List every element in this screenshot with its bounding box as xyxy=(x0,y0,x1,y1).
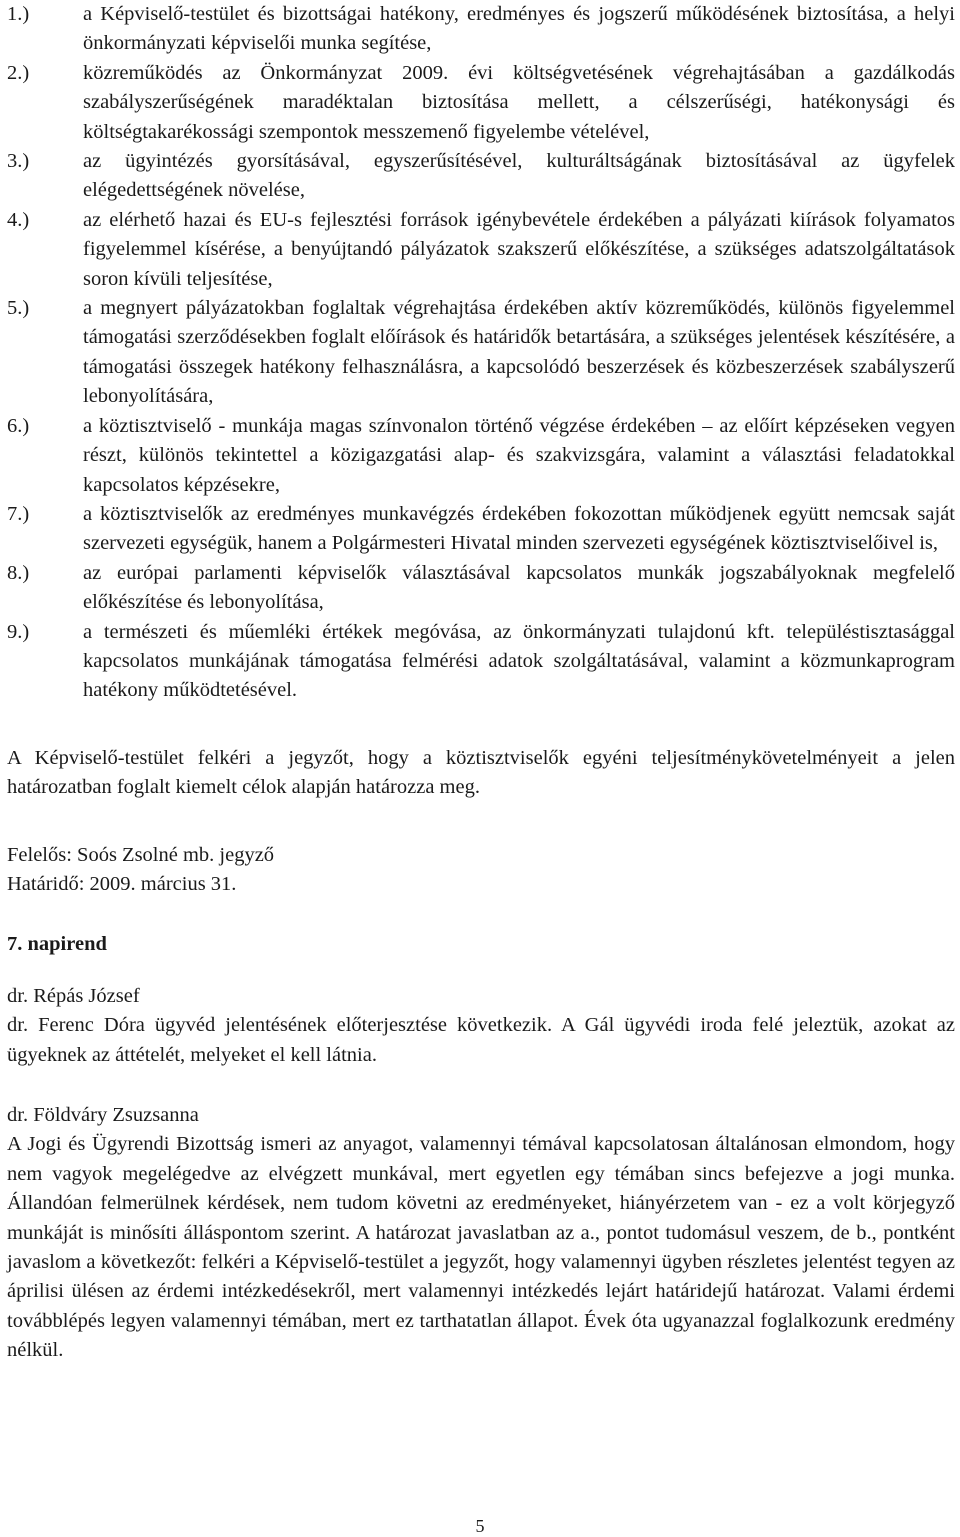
agenda-heading: 7. napirend xyxy=(7,933,107,956)
list-item xyxy=(7,618,955,706)
resolution-paragraph: A Képviselő-testület felkéri a jegyzőt, hogy a köztisztviselők egyéni teljesítménykövetelményeit a jelen határozatban foglalt kiemelt célok alapján határozza meg. xyxy=(7,746,955,799)
speaker-block-2 xyxy=(7,1101,955,1366)
speaker-text: dr. Ferenc Dóra ügyvéd jelentésének előterjesztése következik. A Gál ügyvédi iroda felé jeleztük, azokat az ügyeknek az áttételét, melyeket el kell látnia. xyxy=(7,1014,955,1066)
speaker-block-1 xyxy=(7,982,955,1070)
responsibility-block xyxy=(7,841,955,900)
list-item-text: az elérhető hazai és EU-s fejlesztési források igénybevétele érdekében a pályázati kiírások folyamatos figyelemmel kísérése, a benyújtandó pályázatok szakszerű előkészítése, a szükséges adatszolgáltatások soron kívüli teljesítése, xyxy=(83,208,955,290)
list-item xyxy=(7,59,955,147)
list-item-text: közreműködés az Önkormányzat 2009. évi költségvetésének végrehajtásában a gazdálkodás szabályszerűségének maradéktalan biztosítása mellett, a célszerűségi, hatékonysági és költségtakarékossági szempontok messzemenő figyelembe vételével, xyxy=(83,61,955,143)
deadline-line: Határidő: 2009. március 31. xyxy=(7,872,237,895)
list-item-text: a Képviselő-testület és bizottságai hatékony, eredményes és jogszerű működésének biztosítása, a helyi önkormányzati képviselői munka segítése, xyxy=(83,3,955,55)
speaker-name: dr. Répás József xyxy=(7,984,140,1007)
list-item xyxy=(7,147,955,206)
page-number: 5 xyxy=(475,1516,485,1536)
list-item-number: 3.) xyxy=(7,150,30,173)
document-page xyxy=(7,0,955,1366)
list-item xyxy=(7,294,955,412)
list-item-text: a köztisztviselő - munkája magas színvonalon történő végzése érdekében – az előírt képzéseken vegyen részt, különös tekintettel a közigazgatási alap- és szakvizsgára, valamint a választási feladatokkal kapcsolatos képzésekre, xyxy=(83,414,955,496)
list-item-number: 2.) xyxy=(7,61,30,84)
list-item-number: 4.) xyxy=(7,208,30,231)
list-item-text: a köztisztviselők az eredményes munkavégzés érdekében fokozottan működjenek együtt nemcsak saját szervezeti egységük, hanem a Polgármesteri Hivatal minden szervezeti egységének köztisztviselőivel is, xyxy=(83,502,955,555)
list-item-number: 1.) xyxy=(7,3,30,25)
list-item xyxy=(7,206,955,294)
speaker-name: dr. Földváry Zsuzsanna xyxy=(7,1104,199,1126)
list-item-number: 5.) xyxy=(7,297,30,320)
responsible-line: Felelős: Soós Zsolné mb. jegyző xyxy=(7,843,275,866)
list-item-text: a megnyert pályázatokban foglaltak végrehajtása érdekében aktív közreműködés, különös figyelemmel támogatási szerződésekben foglalt előírások és határidők betartására, a szükséges jelentések készítésére, a támogatási összegek hatékony felhasználásra, a kapcsolódó beszerzések és közbeszerzések szabályszerű lebonyolítására, xyxy=(83,297,955,408)
list-item xyxy=(7,0,955,59)
list-item xyxy=(7,559,955,618)
list-item xyxy=(7,412,955,500)
list-item-number: 9.) xyxy=(7,620,30,643)
speaker-text: A Jogi és Ügyrendi Bizottság ismeri az anyagot, valamennyi témával kapcsolatosan általánosan elmondom, hogy nem vagyok megelégedve az elvégzett munkával, mert egyetlen egy témában sincs befejezve a jogi munka. Állandóan felmerülnek kérdések, nem tudom követni az eredményeket, hiányérzetem van - ez a volt körjegyző munkáját is minősíti álláspontom szerint. A határozat javaslatban az a., pontot tudomásul veszem, de b., pontként javaslom a következőt: felkéri a Képviselő-testület a jegyzőt, hogy valamennyi ügyben részletes jelentést tegyen az áprilisi ülésen az érdemi intézkedésekről, mert valamennyi intézkedés lejárt határidejű határozat. Valami érdemi továbblépés legyen valamennyi témában, mert ez tarthatatlan állapot. Évek óta ugyanazzal foglalkozunk eredmény nélkül. xyxy=(7,1133,955,1362)
list-item-text: az európai parlamenti képviselők választásával kapcsolatos munkák jogszabályoknak megfelelő előkészítése és lebonyolítása, xyxy=(83,561,955,614)
list-item-number: 6.) xyxy=(7,414,30,437)
list-item xyxy=(7,500,955,559)
list-item-number: 8.) xyxy=(7,561,30,584)
objectives-list xyxy=(7,0,955,706)
list-item-text: az ügyintézés gyorsításával, egyszerűsítésével, kulturáltságának biztosításával az ügyfelek elégedettségének növelése, xyxy=(83,150,955,202)
list-item-text: a természeti és műemléki értékek megóvása, az önkormányzati tulajdonú kft. településtisztasággal kapcsolatos munkájának támogatása felmérési adatok szolgáltatásával, valamint a közmunkaprogram hatékony működtetésével. xyxy=(83,620,955,702)
list-item-number: 7.) xyxy=(7,502,30,525)
